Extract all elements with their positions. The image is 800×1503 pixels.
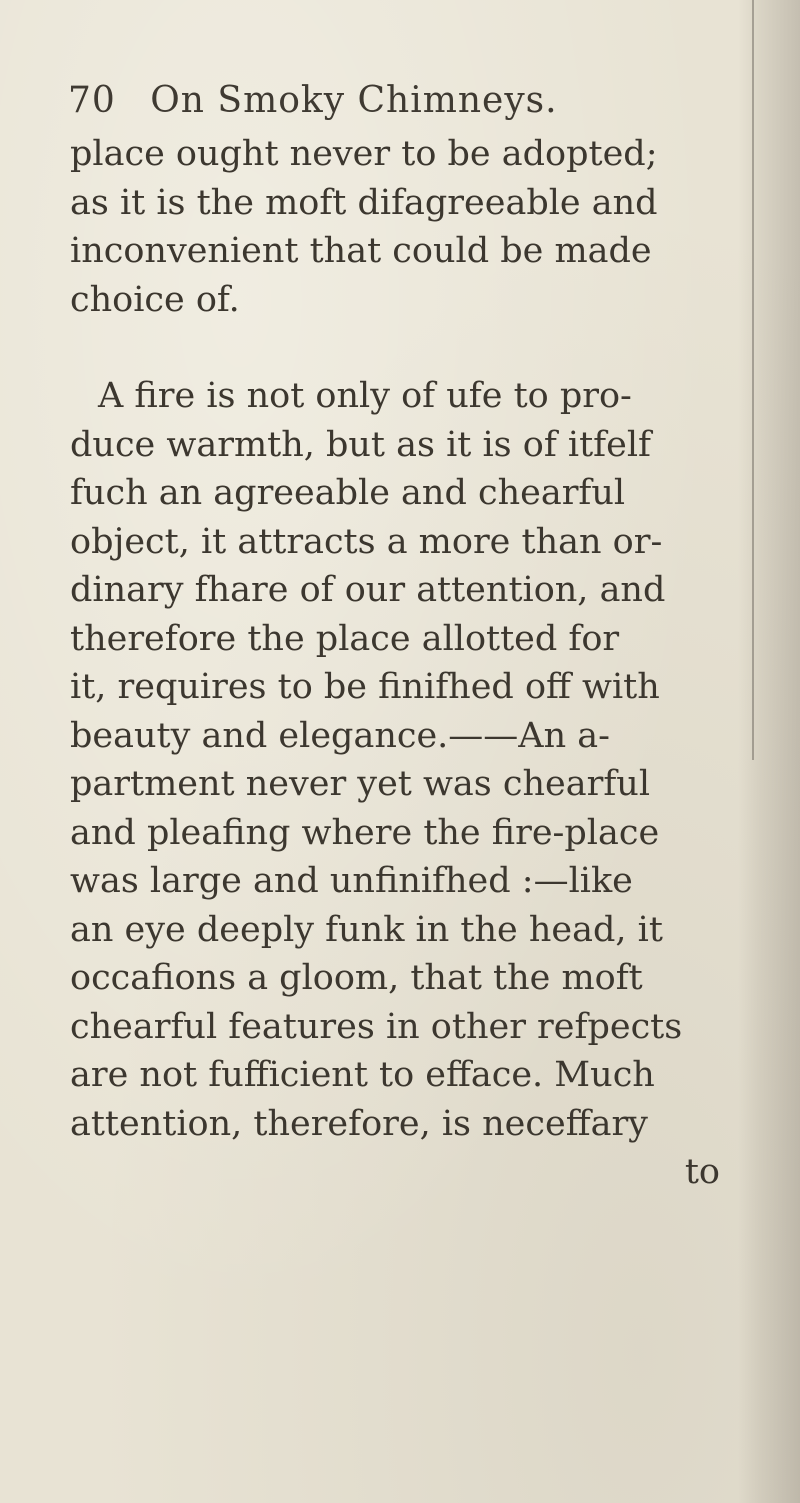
running-header — [68, 80, 558, 121]
text-line: inconvenient that could be made — [70, 231, 652, 271]
text-line: place ought never to be adopted; — [70, 134, 658, 174]
text-line: partment never yet was chearful — [70, 764, 651, 804]
catchword: to — [684, 1152, 720, 1192]
text-line: an eye deeply funk in the head, it — [70, 909, 663, 950]
text-line: chearful features in other refpects — [70, 1006, 683, 1047]
text-line: choice of. — [70, 279, 240, 320]
text-line: it, requires to be finifhed off with — [70, 667, 660, 707]
running-title: On Smoky Chimneys. — [150, 80, 558, 121]
text-line: attention, therefore, is neceffary — [70, 1103, 648, 1144]
text-line: and pleafing where the fire-place — [70, 812, 660, 853]
text-line: object, it attracts a more than or- — [70, 521, 663, 562]
text-line: beauty and elegance.——An a- — [70, 715, 610, 756]
text-line: therefore the place allotted for — [70, 618, 620, 659]
body-text — [70, 130, 760, 1197]
text-line: occafions a gloom, that the moft — [70, 958, 643, 998]
text-line: fuch an agreeable and chearful — [70, 473, 626, 513]
text-line: as it is the moft difagreeable and — [70, 182, 658, 223]
text-line: dinary fhare of our attention, and — [70, 570, 666, 610]
text-line: are not fufficient to efface. Much — [70, 1055, 655, 1095]
text-line: A fire is not only of ufe to pro- — [98, 376, 632, 416]
text-line: duce warmth, but as it is of itfelf — [70, 424, 651, 465]
text-line: was large and unfinifhed :—like — [70, 861, 633, 901]
page-number: 70 — [68, 80, 116, 121]
